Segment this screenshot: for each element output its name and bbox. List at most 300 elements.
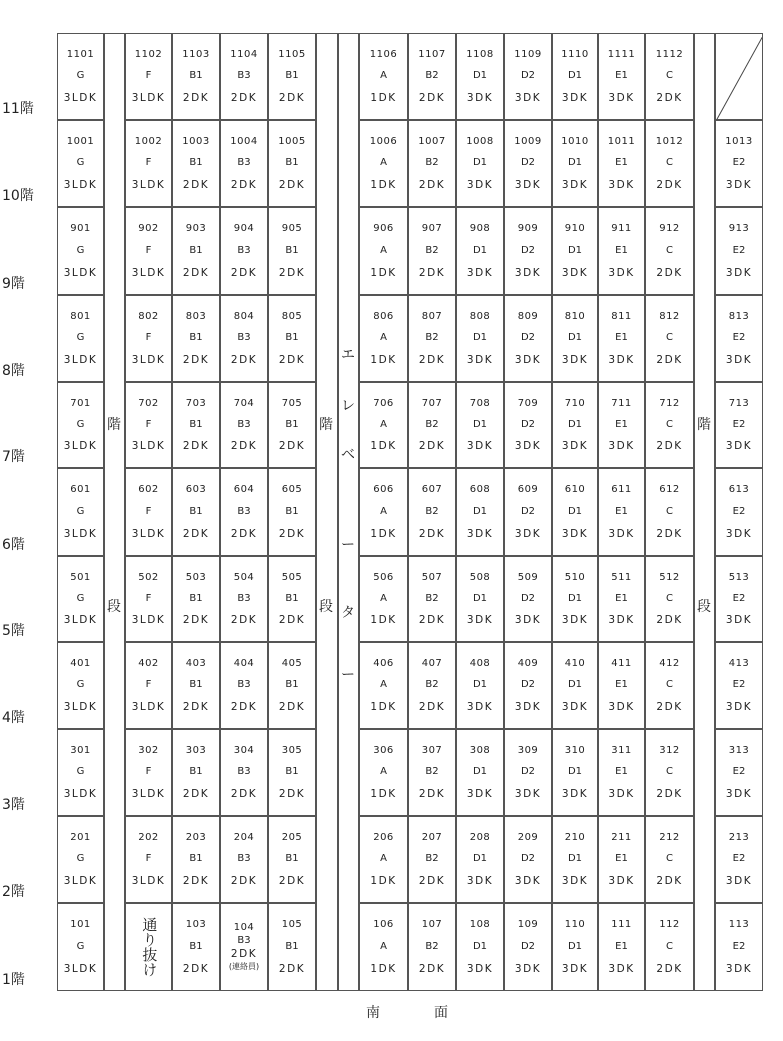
unit-type: G (76, 157, 85, 169)
unit-layout: 2DK (230, 353, 258, 366)
unit-layout: 2DK (656, 700, 683, 713)
unit-layout: 3DK (466, 613, 494, 626)
unit-type: F (145, 592, 152, 604)
unit-number: 109 (517, 918, 539, 930)
unit-type: E2 (732, 679, 746, 691)
unit-type: A (380, 157, 387, 169)
unit-type: C (666, 853, 673, 865)
elevator-label-char: ー (341, 537, 355, 553)
unit-layout: 2DK (182, 439, 210, 452)
unit-type: B1 (189, 244, 203, 256)
unit-layout: 2DK (278, 266, 306, 279)
unit-cell (456, 903, 504, 991)
unit-number: 401 (70, 657, 91, 669)
unit-type: A (380, 853, 387, 865)
unit-cell (715, 382, 763, 468)
unit-number: 1003 (182, 135, 210, 147)
unit-layout: 3DK (608, 266, 635, 279)
unit-layout: 1DK (370, 266, 397, 279)
unit-layout: 3DK (466, 874, 494, 887)
unit-cell (504, 33, 552, 120)
unit-cell (125, 816, 172, 903)
unit-number: 210 (564, 831, 586, 843)
unit-number: 1008 (466, 135, 494, 147)
unit-type: D1 (472, 332, 488, 344)
unit-cell (408, 120, 456, 207)
unit-layout: 3DK (514, 874, 542, 887)
unit-cell (268, 468, 316, 556)
unit-cell (268, 207, 316, 295)
unit-number: 1013 (725, 135, 753, 147)
unit-type: B1 (189, 679, 203, 691)
unit-number: 313 (728, 744, 750, 756)
unit-number: 612 (659, 483, 680, 495)
unit-layout: 3DK (561, 874, 589, 887)
stairwell-left (104, 33, 125, 991)
unit-layout: 2DK (230, 787, 258, 800)
unit-type: B3 (237, 766, 251, 778)
unit-layout: 3DK (725, 178, 753, 191)
unit-number: 1011 (607, 135, 636, 147)
unit-number: 113 (728, 918, 750, 930)
unit-layout: 3LDK (131, 700, 166, 713)
unit-cell (408, 33, 456, 120)
unit-cell (552, 207, 598, 295)
unit-cell (504, 556, 552, 642)
unit-layout: 2DK (230, 527, 258, 540)
unit-type: E1 (615, 766, 628, 778)
unit-layout: 3DK (514, 962, 542, 975)
unit-cell (268, 382, 316, 468)
unit-cell (220, 295, 268, 382)
unit-layout: 3DK (514, 700, 542, 713)
unit-type: B2 (425, 940, 439, 952)
unit-type: E1 (615, 505, 628, 517)
unit-type: D1 (472, 853, 488, 865)
unit-cell (408, 382, 456, 468)
unit-layout: 3LDK (131, 527, 166, 540)
unit-cell (552, 33, 598, 120)
unit-number: 701 (70, 397, 91, 409)
unit-type: C (666, 592, 673, 604)
unit-layout: 3DK (725, 439, 753, 452)
unit-type: G (76, 244, 85, 256)
unit-cell (598, 556, 645, 642)
unit-number: 1108 (466, 48, 494, 60)
unit-number: 606 (373, 483, 394, 495)
unit-number: 211 (611, 831, 632, 843)
unit-type: B3 (237, 592, 251, 604)
unit-layout: 3DK (561, 700, 589, 713)
unit-layout: 2DK (278, 613, 306, 626)
unit-number: 909 (517, 222, 539, 234)
unit-type: G (76, 418, 85, 430)
unit-layout: 3DK (466, 439, 494, 452)
unit-layout: 3DK (514, 353, 542, 366)
empty-unit-cell (715, 33, 763, 120)
unit-number: 510 (564, 571, 586, 583)
unit-number: 303 (185, 744, 207, 756)
unit-cell (172, 556, 220, 642)
unit-layout: 3DK (561, 527, 589, 540)
unit-cell (456, 33, 504, 120)
unit-type: D1 (567, 853, 583, 865)
unit-layout: 3DK (514, 787, 542, 800)
unit-type: D1 (567, 679, 583, 691)
unit-cell (645, 556, 694, 642)
unit-layout: 3DK (561, 962, 589, 975)
unit-layout: 3LDK (63, 439, 98, 452)
unit-layout: 3DK (514, 91, 542, 104)
unit-cell (125, 729, 172, 816)
unit-cell (172, 642, 220, 729)
unit-layout: 2DK (656, 439, 683, 452)
unit-layout: 2DK (182, 353, 210, 366)
unit-cell (220, 468, 268, 556)
unit-type: E1 (615, 332, 628, 344)
unit-layout: 2DK (418, 527, 446, 540)
unit-type: C (666, 766, 673, 778)
unit-cell (552, 295, 598, 382)
unit-layout: 3DK (466, 962, 494, 975)
unit-cell (220, 120, 268, 207)
unit-number: 212 (659, 831, 680, 843)
unit-number: 202 (138, 831, 159, 843)
unit-layout: 2DK (278, 962, 306, 975)
unit-layout: 2DK (656, 353, 683, 366)
unit-type: B1 (189, 505, 203, 517)
unit-type: E1 (615, 157, 628, 169)
unit-layout: 2DK (278, 439, 306, 452)
unit-layout: 1DK (370, 613, 397, 626)
unit-cell (125, 382, 172, 468)
unit-type: E2 (732, 940, 746, 952)
floor-label: 2階 (2, 884, 25, 900)
unit-type: E2 (732, 766, 746, 778)
unit-type: D1 (472, 679, 488, 691)
unit-type: B1 (285, 418, 299, 430)
unit-layout: 3LDK (131, 613, 166, 626)
unit-cell (57, 120, 104, 207)
unit-layout: 1DK (370, 962, 397, 975)
unit-layout: 2DK (656, 962, 683, 975)
unit-type: B2 (425, 766, 439, 778)
unit-type: B1 (285, 592, 299, 604)
unit-layout: 3DK (725, 787, 753, 800)
unit-cell (172, 382, 220, 468)
unit-number: 309 (517, 744, 539, 756)
unit-type: E2 (732, 418, 746, 430)
unit-layout: 2DK (182, 613, 210, 626)
unit-number: 208 (469, 831, 491, 843)
unit-number: 209 (517, 831, 539, 843)
unit-type: D2 (520, 244, 536, 256)
unit-cell (220, 33, 268, 120)
unit-number: 1102 (134, 48, 163, 60)
unit-number: 213 (728, 831, 750, 843)
unit-layout: 3DK (608, 527, 635, 540)
unit-number: 509 (517, 571, 539, 583)
unit-number: 812 (659, 310, 680, 322)
unit-number: 409 (517, 657, 539, 669)
unit-cell (125, 556, 172, 642)
unit-type: G (76, 940, 85, 952)
unit-number: 1002 (134, 135, 163, 147)
unit-cell (504, 382, 552, 468)
unit-layout: 2DK (418, 874, 446, 887)
unit-layout: 2DK (278, 787, 306, 800)
unit-type: E2 (732, 592, 746, 604)
unit-cell (359, 816, 408, 903)
unit-cell (504, 816, 552, 903)
unit-layout: 3DK (608, 178, 635, 191)
unit-cell (504, 295, 552, 382)
unit-layout: 2DK (182, 962, 210, 975)
unit-layout: 2DK (278, 527, 306, 540)
unit-type: D1 (567, 505, 583, 517)
unit-number: 503 (185, 571, 207, 583)
unit-layout: 3DK (561, 439, 589, 452)
unit-type: B3 (237, 853, 251, 865)
unit-number: 707 (421, 397, 443, 409)
unit-cell (504, 729, 552, 816)
unit-cell (172, 816, 220, 903)
unit-type: B1 (189, 853, 203, 865)
unit-type: B2 (425, 70, 439, 82)
unit-type: F (145, 679, 152, 691)
unit-cell (125, 33, 172, 120)
unit-number: 805 (281, 310, 303, 322)
unit-number: 411 (611, 657, 632, 669)
unit-cell (504, 903, 552, 991)
unit-cell (456, 382, 504, 468)
unit-cell (598, 382, 645, 468)
unit-layout: 2DK (418, 439, 446, 452)
unit-type: F (145, 418, 152, 430)
unit-layout: 3LDK (131, 353, 166, 366)
unit-type: A (380, 505, 387, 517)
unit-cell (715, 729, 763, 816)
stairs-label-bottom: 段 (107, 599, 121, 615)
unit-cell (715, 816, 763, 903)
unit-number: 408 (469, 657, 491, 669)
unit-layout: 3DK (514, 527, 542, 540)
unit-layout: 2DK (182, 266, 210, 279)
unit-number: 311 (611, 744, 632, 756)
unit-number: 901 (70, 222, 91, 234)
unit-type: D1 (472, 592, 488, 604)
unit-cell (268, 642, 316, 729)
unit-cell (125, 642, 172, 729)
unit-number: 410 (564, 657, 586, 669)
unit-cell (172, 729, 220, 816)
unit-type: E2 (732, 505, 746, 517)
unit-number: 105 (281, 918, 303, 930)
unit-number: 808 (469, 310, 491, 322)
unit-cell (220, 903, 268, 991)
unit-number: 711 (611, 397, 632, 409)
unit-type: B2 (425, 418, 439, 430)
unit-cell (552, 382, 598, 468)
floor-label: 9階 (2, 276, 25, 292)
unit-number: 706 (373, 397, 394, 409)
unit-layout: 2DK (182, 700, 210, 713)
unit-layout: 3DK (608, 700, 635, 713)
unit-type: A (380, 592, 387, 604)
unit-layout: 2DK (230, 266, 258, 279)
floor-label: 6階 (2, 537, 25, 553)
unit-type: F (145, 244, 152, 256)
unit-type: B1 (285, 766, 299, 778)
unit-cell (456, 295, 504, 382)
unit-layout: 2DK (418, 266, 446, 279)
unit-layout: 3LDK (131, 439, 166, 452)
unit-type: D1 (472, 940, 488, 952)
unit-cell (57, 295, 104, 382)
unit-type: A (380, 679, 387, 691)
unit-cell (57, 33, 104, 120)
unit-type: D1 (567, 766, 583, 778)
passage-cell (125, 903, 172, 991)
unit-layout: 1DK (370, 700, 397, 713)
unit-layout: 3DK (466, 700, 494, 713)
unit-number: 602 (138, 483, 159, 495)
unit-cell (220, 642, 268, 729)
unit-number: 513 (728, 571, 750, 583)
unit-cell (220, 382, 268, 468)
unit-layout: 2DK (418, 91, 446, 104)
elevator-label-char: ー (341, 667, 355, 683)
unit-type: G (76, 853, 85, 865)
unit-cell (125, 468, 172, 556)
unit-type: B1 (285, 332, 299, 344)
unit-type: C (666, 332, 673, 344)
unit-layout: 3DK (608, 874, 635, 887)
unit-number: 501 (70, 571, 91, 583)
unit-number: 704 (233, 397, 255, 409)
unit-type: B1 (285, 940, 299, 952)
unit-type: A (380, 244, 387, 256)
unit-type: C (666, 505, 673, 517)
unit-cell (359, 33, 408, 120)
unit-cell (359, 729, 408, 816)
unit-number: 713 (728, 397, 750, 409)
unit-cell (598, 816, 645, 903)
unit-type: D1 (567, 940, 583, 952)
unit-number: 709 (517, 397, 539, 409)
unit-cell (359, 207, 408, 295)
unit-cell (715, 642, 763, 729)
unit-type: A (380, 418, 387, 430)
unit-number: 809 (517, 310, 539, 322)
unit-cell (268, 903, 316, 991)
unit-number: 1111 (607, 48, 636, 60)
unit-number: 611 (611, 483, 632, 495)
unit-type: D1 (567, 418, 583, 430)
unit-layout: 3DK (466, 353, 494, 366)
unit-layout: 3DK (561, 613, 589, 626)
unit-cell (504, 207, 552, 295)
unit-cell (359, 382, 408, 468)
unit-type: B2 (425, 505, 439, 517)
unit-layout: 3DK (466, 787, 494, 800)
unit-number: 902 (138, 222, 159, 234)
unit-layout: 3LDK (63, 91, 98, 104)
unit-layout: 3DK (608, 439, 635, 452)
unit-layout: 3LDK (63, 962, 98, 975)
unit-cell (359, 556, 408, 642)
unit-cell (125, 120, 172, 207)
unit-number: 305 (281, 744, 303, 756)
unit-type: G (76, 766, 85, 778)
unit-layout: 3LDK (63, 700, 98, 713)
stairwell-center (316, 33, 338, 991)
unit-type: G (76, 70, 85, 82)
unit-layout: 3DK (725, 874, 753, 887)
unit-type: C (666, 244, 673, 256)
unit-layout: 2DK (182, 787, 210, 800)
unit-type: B3 (237, 157, 251, 169)
elevator-shaft (338, 33, 359, 991)
unit-type: B2 (425, 679, 439, 691)
unit-layout: 3LDK (131, 178, 166, 191)
unit-type: B3 (237, 679, 251, 691)
unit-cell (57, 468, 104, 556)
unit-type: B3 (237, 935, 251, 947)
unit-number: 804 (233, 310, 255, 322)
unit-number: 407 (421, 657, 443, 669)
unit-layout: 3DK (466, 527, 494, 540)
unit-cell (645, 295, 694, 382)
unit-layout: 3LDK (63, 527, 98, 540)
unit-number: 908 (469, 222, 491, 234)
unit-number: 511 (611, 571, 632, 583)
unit-cell (220, 816, 268, 903)
unit-cell (125, 207, 172, 295)
unit-layout: 3LDK (131, 874, 166, 887)
unit-number: 504 (233, 571, 255, 583)
unit-type: D1 (472, 418, 488, 430)
unit-layout: 3DK (608, 613, 635, 626)
unit-cell (408, 295, 456, 382)
unit-cell (408, 729, 456, 816)
unit-type: B1 (189, 332, 203, 344)
unit-type: G (76, 505, 85, 517)
unit-number: 404 (233, 657, 255, 669)
unit-cell (172, 295, 220, 382)
unit-number: 601 (70, 483, 91, 495)
unit-cell (172, 903, 220, 991)
unit-layout: 2DK (656, 787, 683, 800)
unit-type: C (666, 157, 673, 169)
unit-cell (598, 295, 645, 382)
unit-cell (57, 642, 104, 729)
unit-number: 402 (138, 657, 159, 669)
floor-label: 4階 (2, 710, 25, 726)
unit-layout: 2DK (656, 178, 683, 191)
unit-cell (57, 816, 104, 903)
unit-cell (715, 556, 763, 642)
unit-type: D1 (567, 332, 583, 344)
unit-cell (57, 556, 104, 642)
unit-cell (645, 382, 694, 468)
unit-number: 1112 (655, 48, 684, 60)
unit-layout: 3DK (466, 178, 494, 191)
unit-cell (645, 816, 694, 903)
unit-type: D1 (567, 157, 583, 169)
unit-number: 802 (138, 310, 159, 322)
unit-type: B1 (285, 70, 299, 82)
